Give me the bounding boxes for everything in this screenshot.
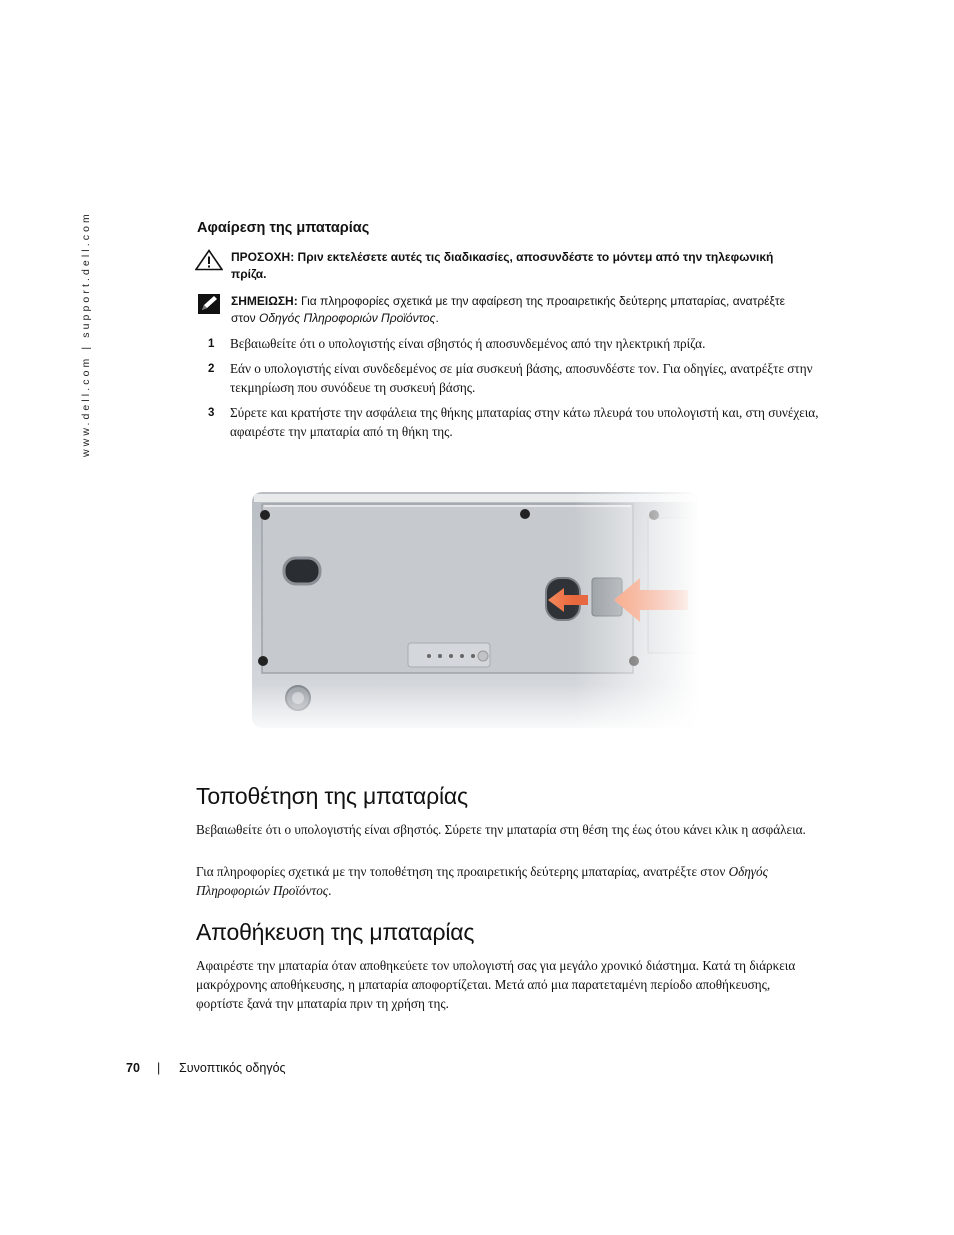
store-paragraph: Αφαιρέστε την μπαταρία όταν αποθηκεύετε τον υπολογιστή σας για μεγάλο χρονικό διάστημα. Κατά τη διάρκεια μακρόχρονης αποθήκευσης, η μπαταρία αποφορτίζεται. Μετά από μια παρατεταμένη περίοδο αποθήκευσης, φορτίστε ξανά την μπαταρία πριν τη χρήση της. — [196, 958, 796, 1011]
footer-separator: | — [157, 1061, 161, 1075]
install-paragraph-2 — [196, 862, 816, 900]
step-number: 3 — [208, 407, 215, 419]
step-text: Σύρετε και κρατήστε την ασφάλεια της θήκης μπαταρίας στην κάτω πλευρά του υπολογιστή και, στη συνέχεια, αφαιρέστε την μπαταρία από τη θήκη της. — [230, 405, 819, 439]
note-reference: Οδηγός Πληροφοριών Προϊόντος — [258, 311, 436, 325]
install-paragraph-1: Βεβαιωθείτε ότι ο υπολογιστής είναι σβηστός. Σύρετε την μπαταρία στη θέση της έως ότου κάνει κλικ η ασφάλεια. — [196, 822, 806, 837]
note-end: . — [435, 311, 439, 325]
install-p2-text: Για πληροφορίες σχετικά με την τοποθέτηση της προαιρετικής δεύτερης μπαταρίας, ανατρέξτε στον — [196, 864, 729, 879]
footer-title: Συνοπτικός οδηγός — [179, 1061, 286, 1075]
install-p2-reference: Οδηγός Πληροφοριών Προϊόντος — [196, 864, 768, 898]
page-number: 70 — [126, 1061, 140, 1075]
battery-removal-illustration — [248, 478, 700, 736]
side-url: www.dell.com | support.dell.com — [80, 211, 92, 457]
warning-triangle-icon — [195, 249, 223, 271]
section-title-store: Αποθήκευση της μπαταρίας — [196, 919, 475, 945]
caution-body: Πριν εκτελέσετε αυτές τις διαδικασίες, αποσυνδέστε το μόντεμ από την τηλεφωνική πρίζα. — [231, 250, 774, 281]
note-text — [231, 293, 811, 327]
install-p2-end: . — [328, 883, 332, 898]
note-body: Για πληροφορίες σχετικά με την αφαίρεση της προαιρετικής δεύτερης μπαταρίας, ανατρέξτε στον — [231, 294, 785, 325]
step-text: Βεβαιωθείτε ότι ο υπολογιστής είναι σβηστός ή αποσυνδεμένος από την ηλεκτρική πρίζα. — [230, 336, 706, 351]
step-text: Εάν ο υπολογιστής είναι συνδεδεμένος σε μία συσκευή βάσης, αποσυνδέστε τον. Για οδηγίες, ανατρέξτε στην τεκμηρίωση που συνόδευε τη συσκευή βάσης. — [230, 361, 813, 395]
caution-label: ΠΡΟΣΟΧΗ: — [231, 250, 295, 264]
section-title-remove: Αφαίρεση της μπαταρίας — [197, 220, 370, 236]
section-title-install: Τοποθέτηση της μπαταρίας — [196, 783, 468, 809]
note-label: ΣΗΜΕΙΩΣΗ: — [231, 294, 298, 308]
note-pencil-icon — [195, 293, 223, 315]
caution-text — [231, 249, 811, 283]
step-number: 2 — [208, 363, 215, 375]
step-number: 1 — [208, 338, 215, 350]
